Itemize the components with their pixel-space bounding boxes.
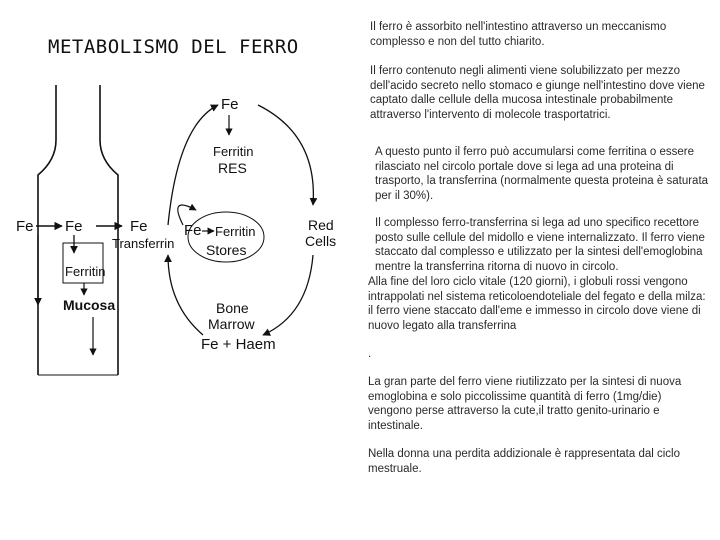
marrow-label-line1: Bone: [216, 300, 249, 316]
transferrin-label: Transferrin: [112, 236, 175, 251]
iron-metabolism-diagram: [18, 85, 343, 385]
circulation-arc-bottom: [168, 255, 203, 335]
res-fe-label: Fe: [221, 96, 239, 113]
paragraph-solubilization: Il ferro contenuto negli alimenti viene solubilizzato per mezzo dell'acido secreto nello stomaco e giunge nell'intestino dove viene captato dalle cellule della mucosa intestinale probabilmente attraverso l'intervento di molecole trasportatrici.: [370, 65, 705, 121]
paragraph-red-cell-lifecycle: Alla fine del loro ciclo vitale (120 giorni), i globuli rossi vengono intrappolati nel sistema reticoloendoteliale del fegato e della milza: il ferro viene staccato dall'eme e immesso in circolo dove viene di nuovo legato alla transferrina: [368, 276, 706, 332]
page-title: METABOLISMO DEL FERRO: [48, 36, 299, 58]
res-ferritin-label: Ferritin: [213, 144, 254, 159]
marrow-label-line3: Fe + Haem: [201, 336, 276, 353]
ferritin-mucosa-label: Ferritin: [65, 264, 106, 279]
circulation-arc-top: [168, 105, 218, 225]
paragraph-reuse-loss: La gran parte del ferro viene riutilizzato per la sintesi di nuova emoglobina e solo piccolissime quantità di ferro (1mg/die) vengono perse attraverso la cute,il tratto genito-urinario e intestinale.: [368, 376, 682, 432]
paragraph-dot: .: [368, 348, 372, 360]
paragraph-absorption: Il ferro è assorbito nell'intestino attraverso un meccanismo complesso e non del tutto chiarito.: [370, 21, 667, 48]
red-cells-label-line1: Red: [308, 217, 334, 233]
res-label: RES: [218, 160, 247, 176]
paragraph-menstrual-loss: Nella donna una perdita addizionale è rappresentata dal ciclo mestruale.: [368, 448, 680, 475]
marrow-label-line2: Marrow: [208, 316, 255, 332]
mucosa-label: Mucosa: [63, 297, 116, 313]
stores-label: Stores: [206, 242, 247, 258]
fe-outside-label: Fe: [16, 218, 34, 235]
stores-fe-label: Fe: [184, 222, 202, 239]
fe-mucosa-label: Fe: [65, 218, 83, 235]
stores-ferritin-label: Ferritin: [215, 224, 256, 239]
paragraph-marrow-receptor: Il complesso ferro-transferrina si lega ad uno specifico recettore posto sulle cellule del midollo e viene internalizzato. Il ferro viene staccato dal complesso e utilizzato per la sintesi dell'emoglobina mentre la transferrina ritorna di nuovo in circolo.: [375, 217, 705, 273]
circulation-arc-right-top: [258, 105, 313, 205]
paragraph-ferritin-transferrin: A questo punto il ferro può accumularsi come ferritina o essere rilasciato nel circolo portale dove si lega ad una proteina di trasporto, la transferrina (normalmente questa proteina è saturata per il 30%).: [375, 146, 709, 202]
fe-transferrin-label: Fe: [130, 218, 148, 235]
red-cells-label-line2: Cells: [305, 233, 337, 249]
circulation-arc-right-bottom: [263, 255, 313, 335]
